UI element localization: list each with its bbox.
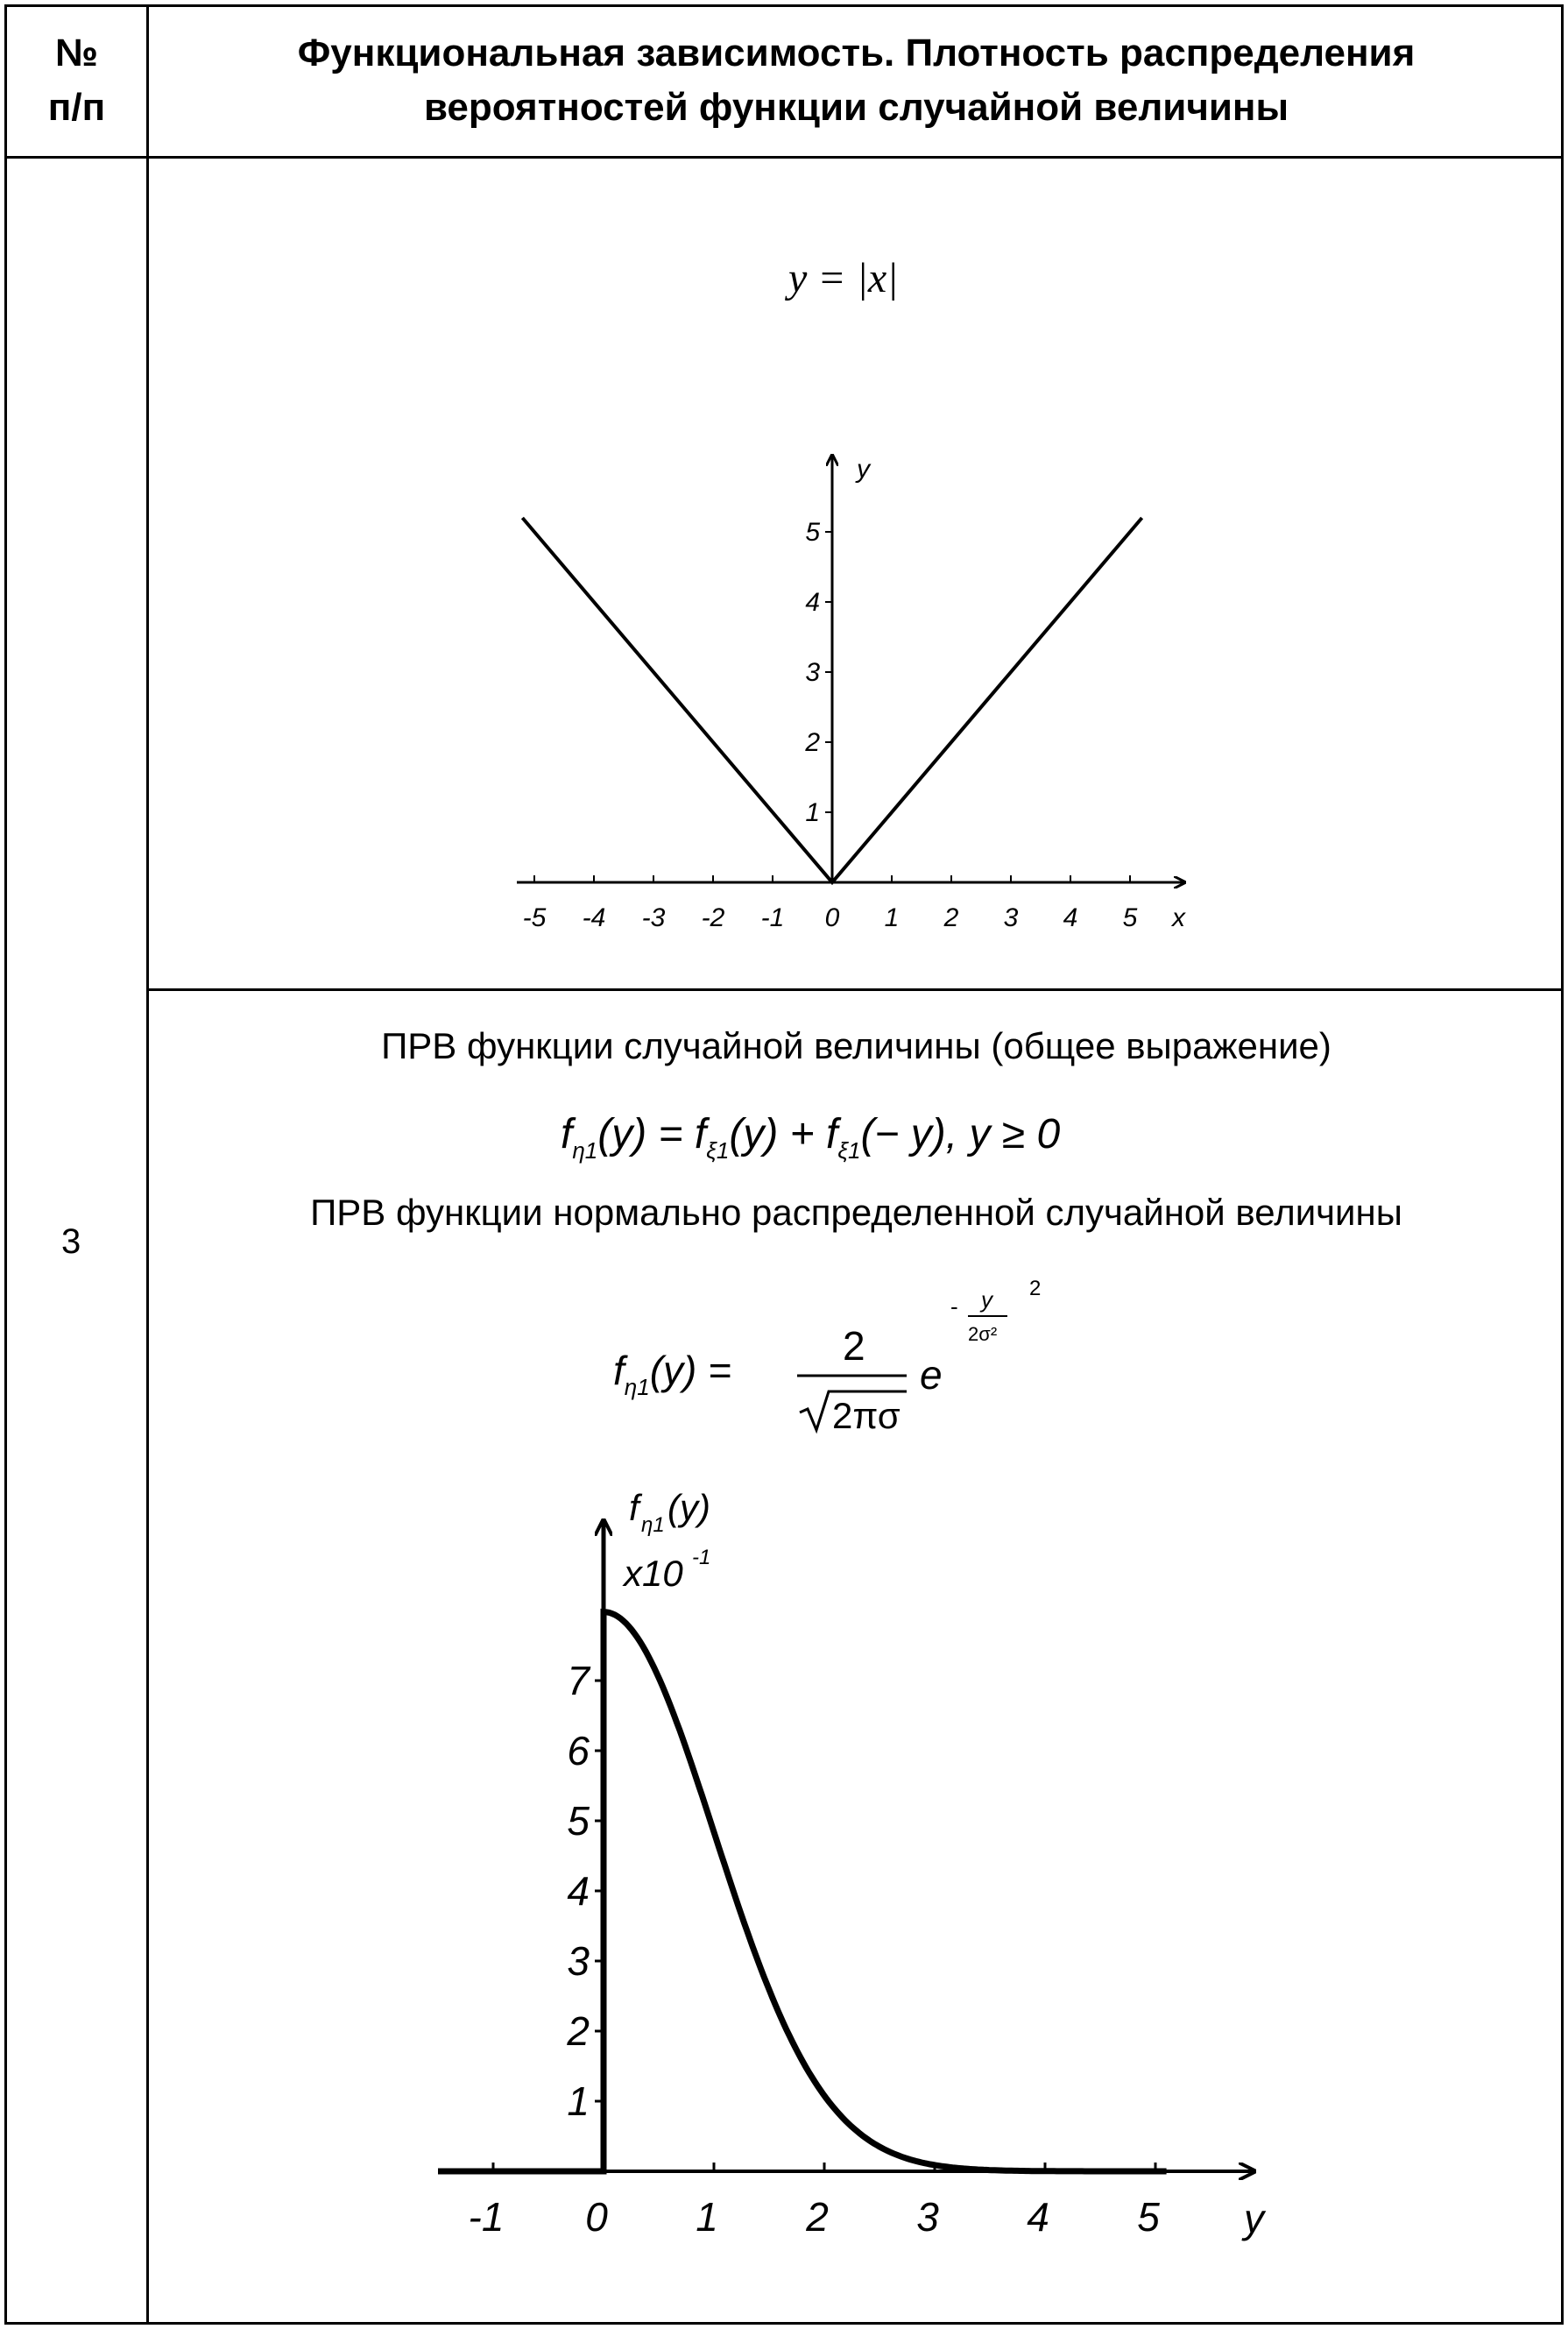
pdf-y-tick-label: 5	[567, 1798, 590, 1844]
svg-text:2: 2	[843, 1323, 865, 1369]
function-formula-text: y = |x|	[788, 255, 899, 301]
x-tick-label: 2	[943, 903, 959, 932]
svg-text:2πσ: 2πσ	[832, 1395, 901, 1436]
pdf-curve	[438, 1612, 1167, 2171]
pdf-x-tick-label: 2	[806, 2194, 829, 2240]
pdf-y-axis-label-arg: (y)	[667, 1487, 710, 1528]
pdf-x-tick-label: 3	[916, 2194, 939, 2240]
pdf-x-tick-label: 5	[1137, 2194, 1160, 2240]
row-number: 3	[61, 1222, 81, 1261]
x-tick-label: -4	[582, 903, 606, 932]
x-tick-label: 4	[1063, 903, 1078, 932]
header-number-abbr: п/п	[47, 85, 106, 129]
x-tick-label: -2	[701, 903, 725, 932]
pdf-x-axis-label: y	[1244, 2196, 1264, 2241]
pdf-y-tick-label: 3	[567, 1938, 590, 1984]
x-tick-label: -5	[522, 903, 547, 932]
y-tick-label: 3	[805, 658, 820, 687]
pdf-x-tick-label: -1	[468, 2194, 505, 2240]
svg-text:2: 2	[1029, 1277, 1042, 1300]
y-tick-label: 4	[805, 588, 820, 617]
svg-text:fη1(y) =: $f_{\eta 1}(y)$ =	[613, 1348, 731, 1400]
svg-text:e: e	[920, 1352, 943, 1398]
pdf-y-axis-label: f	[629, 1487, 639, 1528]
svg-text:-: -	[950, 1293, 958, 1320]
pdf-y-scale-label: x10	[624, 1553, 683, 1594]
x-tick-label: -1	[760, 903, 785, 932]
header-title-line2: вероятностей функции случайной величины	[423, 85, 1289, 129]
svg-text:y: y	[981, 1286, 992, 1313]
x-tick-label: -3	[641, 903, 666, 932]
pdf-y-tick-label: 7	[567, 1658, 590, 1703]
pdf-y-tick-label: 6	[567, 1728, 590, 1773]
y-axis-label: y	[857, 455, 870, 484]
x-tick-label: 0	[824, 903, 840, 932]
pdf-x-tick-label: 0	[585, 2194, 608, 2240]
y-tick-label: 5	[805, 518, 820, 547]
pdf-x-tick-label: 1	[696, 2194, 718, 2240]
pdf-y-scale-exp: -1	[692, 1546, 711, 1569]
x-tick-label: 1	[884, 903, 900, 932]
header-number-symbol: №	[54, 32, 99, 74]
pdf-normal-title: ПРВ функции нормально распределенной случайной величины	[310, 1192, 1402, 1233]
svg-text:2σ²: 2σ²	[968, 1323, 998, 1345]
header-title-line1: Функциональная зависимость. Плотность распределения	[297, 32, 1416, 74]
x-tick-label: 3	[1003, 903, 1019, 932]
pdf-y-tick-label: 2	[567, 2008, 590, 2054]
pdf-y-tick-label: 1	[567, 2078, 590, 2124]
x-tick-label: 5	[1122, 903, 1138, 932]
pdf-x-tick-label: 4	[1027, 2194, 1049, 2240]
y-tick-label: 2	[805, 728, 820, 757]
y-tick-label: 1	[805, 798, 820, 827]
svg-text:fη1(y) = fξ1(y) + fξ1(− y), y: $f_{\eta 1}(y) = f_{\xi 1}(y) + f_{\xi 1}(- y)$, y ≥ 0	[561, 1111, 1061, 1164]
pdf-y-tick-label: 4	[567, 1868, 590, 1914]
pdf-y-axis-label-sub: η1	[641, 1513, 665, 1537]
pdf-general-title: ПРВ функции случайной величины (общее выражение)	[381, 1025, 1331, 1066]
x-axis-label: x	[1172, 903, 1185, 932]
